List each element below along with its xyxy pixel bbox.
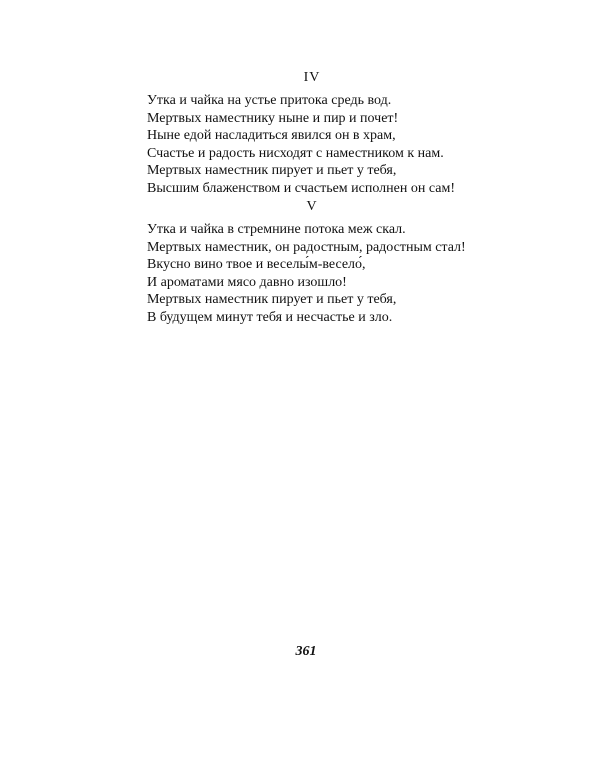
section-numeral-v: V [306, 199, 318, 214]
verse-line: Вкусно вино твое и веселы́м-весело́, [147, 257, 366, 273]
verse-line: Мертвых наместник пирует и пьет у тебя, [147, 163, 397, 179]
stanza-iv [147, 92, 587, 198]
verse-line: Утка и чайка в стремнине потока меж скал. [147, 222, 406, 237]
verse-line: Мертвых наместнику ныне и пир и почет! [147, 110, 399, 126]
stanza-v [147, 221, 587, 327]
verse-line: Высшим блаженством и счастьем исполнен он сам! [147, 180, 455, 196]
verse-line: Ныне едой насладиться явился он в храм, [147, 128, 396, 144]
verse-line: Счастье и радость нисходят с наместником к нам. [147, 145, 444, 161]
verse-line: Мертвых наместник, он радостным, радостным стал! [147, 239, 466, 255]
page-number: 361 [295, 644, 317, 659]
verse-line: И ароматами мясо давно изошло! [147, 274, 347, 290]
verse-line: Утка и чайка на устье притока средь вод. [147, 93, 392, 108]
verse-line: В будущем минут тебя и несчастье и зло. [147, 309, 393, 325]
verse-line: Мертвых наместник пирует и пьет у тебя, [147, 292, 397, 308]
section-numeral-iv: IV [303, 70, 321, 85]
